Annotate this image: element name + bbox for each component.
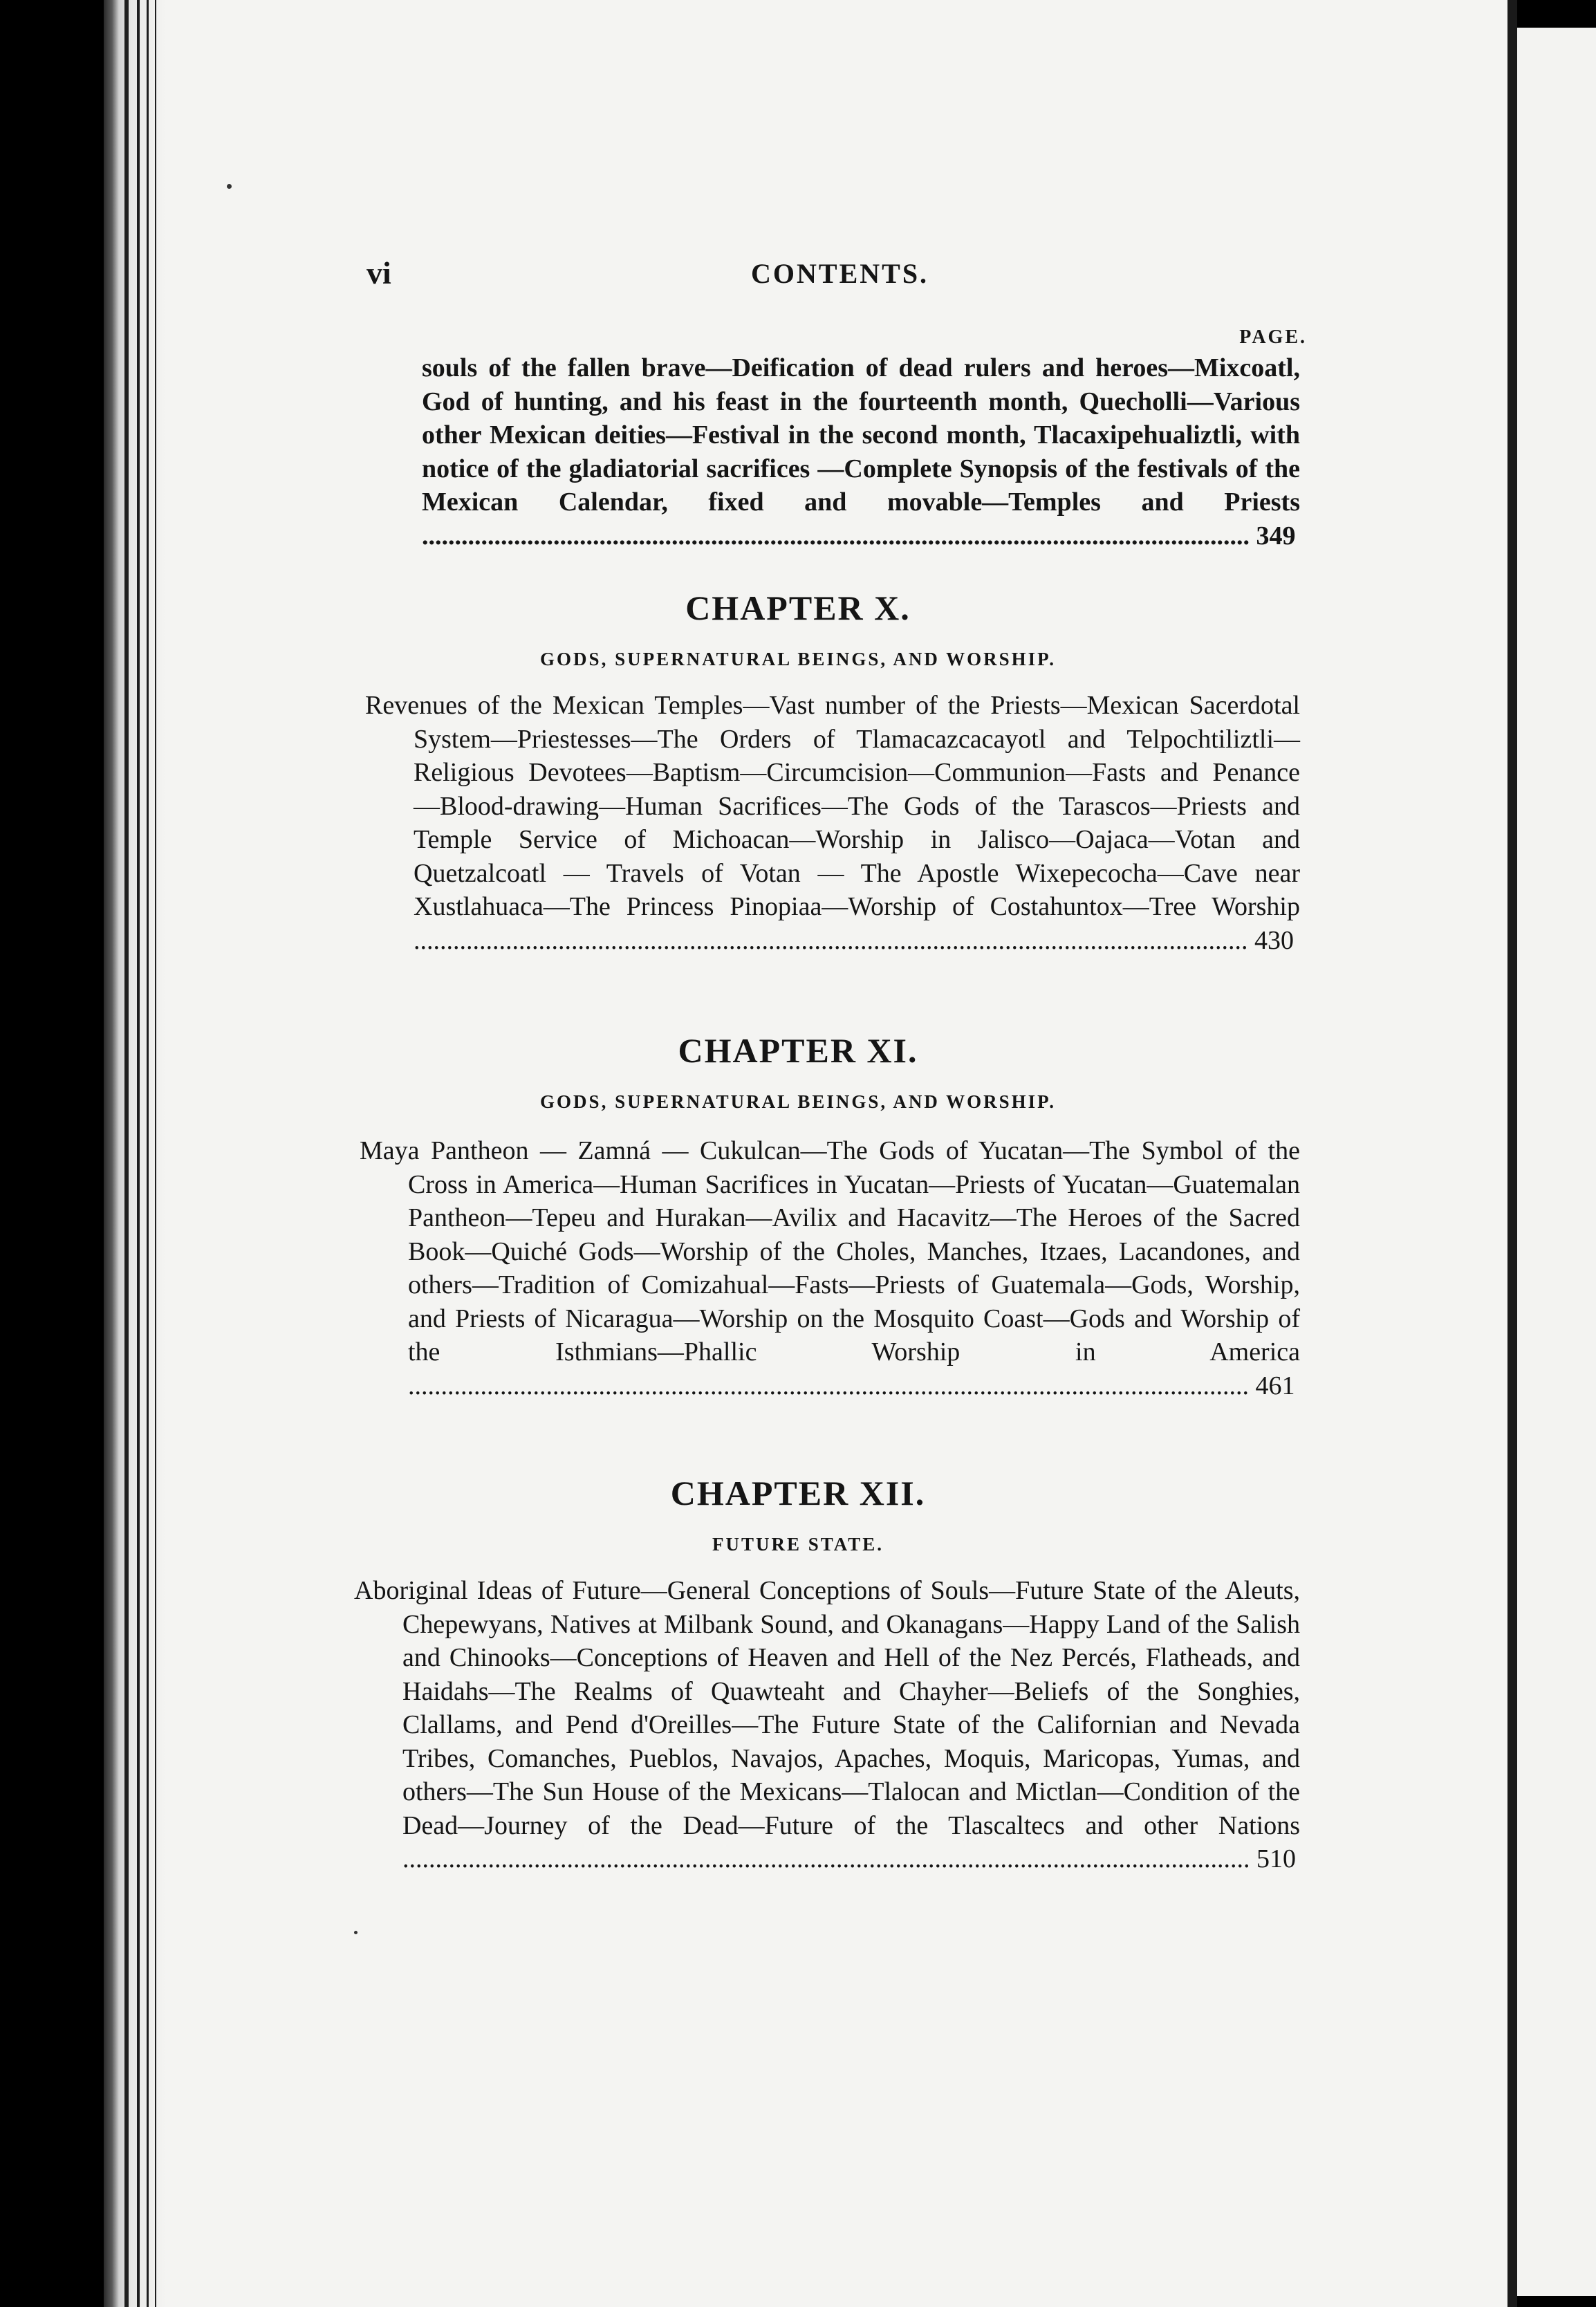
facing-page-edge [1517, 28, 1596, 2296]
page-edge [1507, 0, 1517, 2307]
chapter-subtitle: GODS, SUPERNATURAL BEINGS, AND WORSHIP. [540, 1091, 1056, 1112]
entry-text: Maya Pantheon — Zamná — Cukulcan—The Gods of Yucatan—The Symbol of the Cross in America—Human Sacrifices in Yucatan—Priests of Yucatan—Guatemalan Pantheon—Tepeu and Hurakan—Avilix and Hacavitz—The Heroes of the Sacred Book—Quiché Gods—Worship of the Choles, Manches, Itzaes, Lacandones, and others—Tradition of Comizahual—Fasts—Priests of Guatemala—Gods, Worship, and Priests of Nicaragua—Worship on the Mosquito Coast—Gods and Worship of the Isthmians—Phallic Worship in America [360, 1136, 1300, 1366]
ink-speck [354, 1931, 358, 1934]
entry-page: 510 [1256, 1844, 1296, 1873]
page-column-label: PAGE. [1239, 326, 1307, 348]
binding-gutter [104, 0, 166, 2307]
page-header [366, 254, 1300, 303]
gutter-line [137, 0, 140, 2307]
toc-entry [354, 1574, 1300, 1876]
entry-text: Aboriginal Ideas of Future—General Conceptions of Souls—Future State of the Aleuts, Chepewyans, Natives at Milbank Sound, and Okanagans—Happy Land of the Salish and Chinooks—Conceptions of Heaven and Hell of the Nez Percés, Flatheads, and Haidahs—The Realms of Quawteaht and Chayher—Beliefs of the Songhies, Clallams, and Pend d'Oreilles—The Future State of the Californian and Nevada Tribes, Comanches, Pueblos, Navajos, Apaches, Moquis, Maricopas, Yumas, and others—The Sun House of the Mexicans—Tlalocan and Mictlan—Condition of the Dead—Journey of the Dead—Future of the Tlascaltecs and other Nations [354, 1576, 1300, 1840]
chapter-title: CHAPTER X. [685, 589, 911, 627]
gutter-line [147, 0, 149, 2307]
chapter-subtitle: GODS, SUPERNATURAL BEINGS, AND WORSHIP. [540, 649, 1056, 669]
entry-page: 349 [1256, 521, 1296, 550]
running-title: CONTENTS. [751, 258, 929, 289]
entry-text: Revenues of the Mexican Temples—Vast number of the Priests—Mexican Sacerdotal System—Priestesses—The Orders of Tlamacazcacayotl and Telpochtiliztli—Religious Devotees—Baptism—Circumcision—Communion—Fasts and Penance—Blood-drawing—Human Sacrifices—The Gods of the Tarascos—Priests and Temple Service of Michoacan—Worship in Jalisco—Oajaca—Votan and Quetzalcoatl — Travels of Votan — The Apostle Wixepecocha—Cave near Xustlahuaca—The Princess Pinopiaa—Worship of Costahuntox—Tree Worship [365, 691, 1300, 921]
toc-entry-continued [373, 351, 1300, 553]
chapter-title: CHAPTER XII. [670, 1474, 926, 1512]
toc-entry [365, 689, 1300, 957]
chapter-subtitle: FUTURE STATE. [712, 1534, 884, 1555]
ink-speck [227, 184, 232, 189]
gutter-line [124, 0, 129, 2307]
dot-leader: .............................................................................................................................. [422, 521, 1256, 550]
entry-page: 461 [1255, 1371, 1295, 1400]
dot-leader: ................................................................................................................................ [408, 1371, 1256, 1400]
chapter-title: CHAPTER XI. [678, 1031, 918, 1070]
dot-leader: ............................................................................................................................... [414, 925, 1254, 955]
gutter-line [155, 0, 156, 2307]
page-number: vi [366, 255, 391, 290]
toc-entry [360, 1134, 1300, 1402]
entry-page: 430 [1254, 925, 1294, 955]
entry-text: souls of the fallen brave—Deification of dead rulers and heroes—Mixcoatl, God of hunting, and his feast in the fourteenth month, Quecholli—Various other Mexican deities—Festival in the second month, Tlacaxipehualiztli, with notice of the gladiatorial sacrifices —Complete Synopsis of the festivals of the Mexican Calendar, fixed and movable—Temples and Priests [422, 353, 1300, 517]
dot-leader: ................................................................................................................................. [402, 1844, 1256, 1873]
